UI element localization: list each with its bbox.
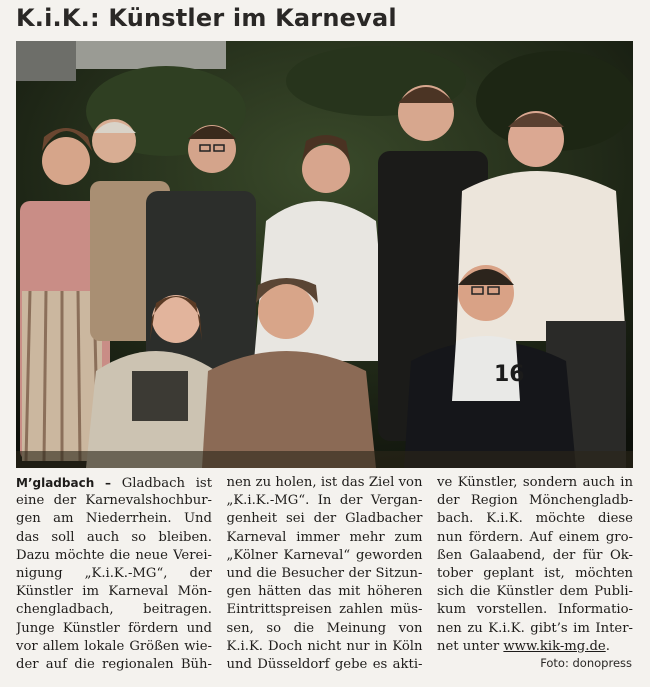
text-line: sen, so die Meinung von	[226, 620, 423, 636]
group-photo-illustration	[16, 41, 633, 468]
text-line: und die Besucher der Sitzun-	[226, 565, 423, 581]
article-column-2	[227, 474, 423, 674]
photo-credit: Foto: donopress	[540, 656, 632, 670]
text-line: nen zu K.i.K. gibt’s im Inter-	[437, 620, 633, 636]
text-line: tober geplant ist, möchten	[437, 565, 633, 581]
text-line: der Region Mönchengladb-	[437, 493, 633, 509]
text-line: nen zu holen, ist das Ziel von	[226, 475, 423, 490]
text-line: Dazu möchte die neue Verei-	[16, 547, 212, 563]
text-line	[16, 474, 212, 492]
text-line: eine der Karnevalshochbur-	[16, 493, 212, 509]
shirt-number: 16	[494, 362, 525, 387]
text-span: net unter	[437, 638, 504, 654]
dateline: M’gladbach –	[16, 476, 111, 490]
text-line: chengladbach, beitragen.	[16, 602, 212, 618]
text-line: nigung „K.i.K.-MG“, der	[16, 565, 212, 581]
text-line: Karneval immer mehr zum	[226, 529, 423, 545]
text-line: das soll auch so bleiben.	[16, 529, 212, 545]
text-line: gen am Niederrhein. Und	[16, 511, 212, 527]
group-photo	[16, 41, 633, 468]
text-line: „Kölner Karneval“ geworden	[226, 547, 423, 563]
article-body	[16, 474, 633, 674]
text-line: und Düsseldorf gebe es akti-	[226, 656, 423, 672]
text-line: ßen Galaabend, der für Ok-	[437, 547, 633, 563]
headline: K.i.K.: Künstler im Karneval	[16, 4, 397, 32]
text-span: .	[605, 638, 610, 654]
text-line: nun fördern. Auf einem gro-	[437, 529, 633, 545]
text-line: vor allem lokale Größen wie-	[16, 638, 212, 654]
text-line: der auf die regionalen Büh-	[16, 656, 212, 672]
article-column-3	[437, 474, 633, 674]
article-column-1	[16, 474, 212, 674]
text-span: Gladbach ist	[121, 476, 212, 491]
text-line: Junge Künstler fördern und	[16, 620, 212, 636]
text-line: Künstler im Karneval Mön-	[16, 584, 212, 600]
text-line: „K.i.K.-MG“. In der Vergan-	[226, 493, 423, 509]
text-line: sich die Künstler dem Publi-	[437, 584, 633, 600]
text-line: genheit sei der Gladbacher	[226, 511, 423, 527]
text-line: gen hätten das mit höheren	[226, 584, 423, 600]
text-line: Eintrittspreisen zahlen müs-	[226, 602, 423, 618]
text-line	[437, 638, 633, 656]
text-line: kum vorstellen. Informatio-	[437, 602, 633, 618]
text-line: K.i.K. Doch nicht nur in Köln	[226, 638, 423, 654]
text-line: ve Künstler, sondern auch in	[437, 475, 633, 490]
website-link[interactable]: www.kik-mg.de	[503, 638, 606, 654]
text-line: bach. K.i.K. möchte diese	[437, 511, 633, 527]
